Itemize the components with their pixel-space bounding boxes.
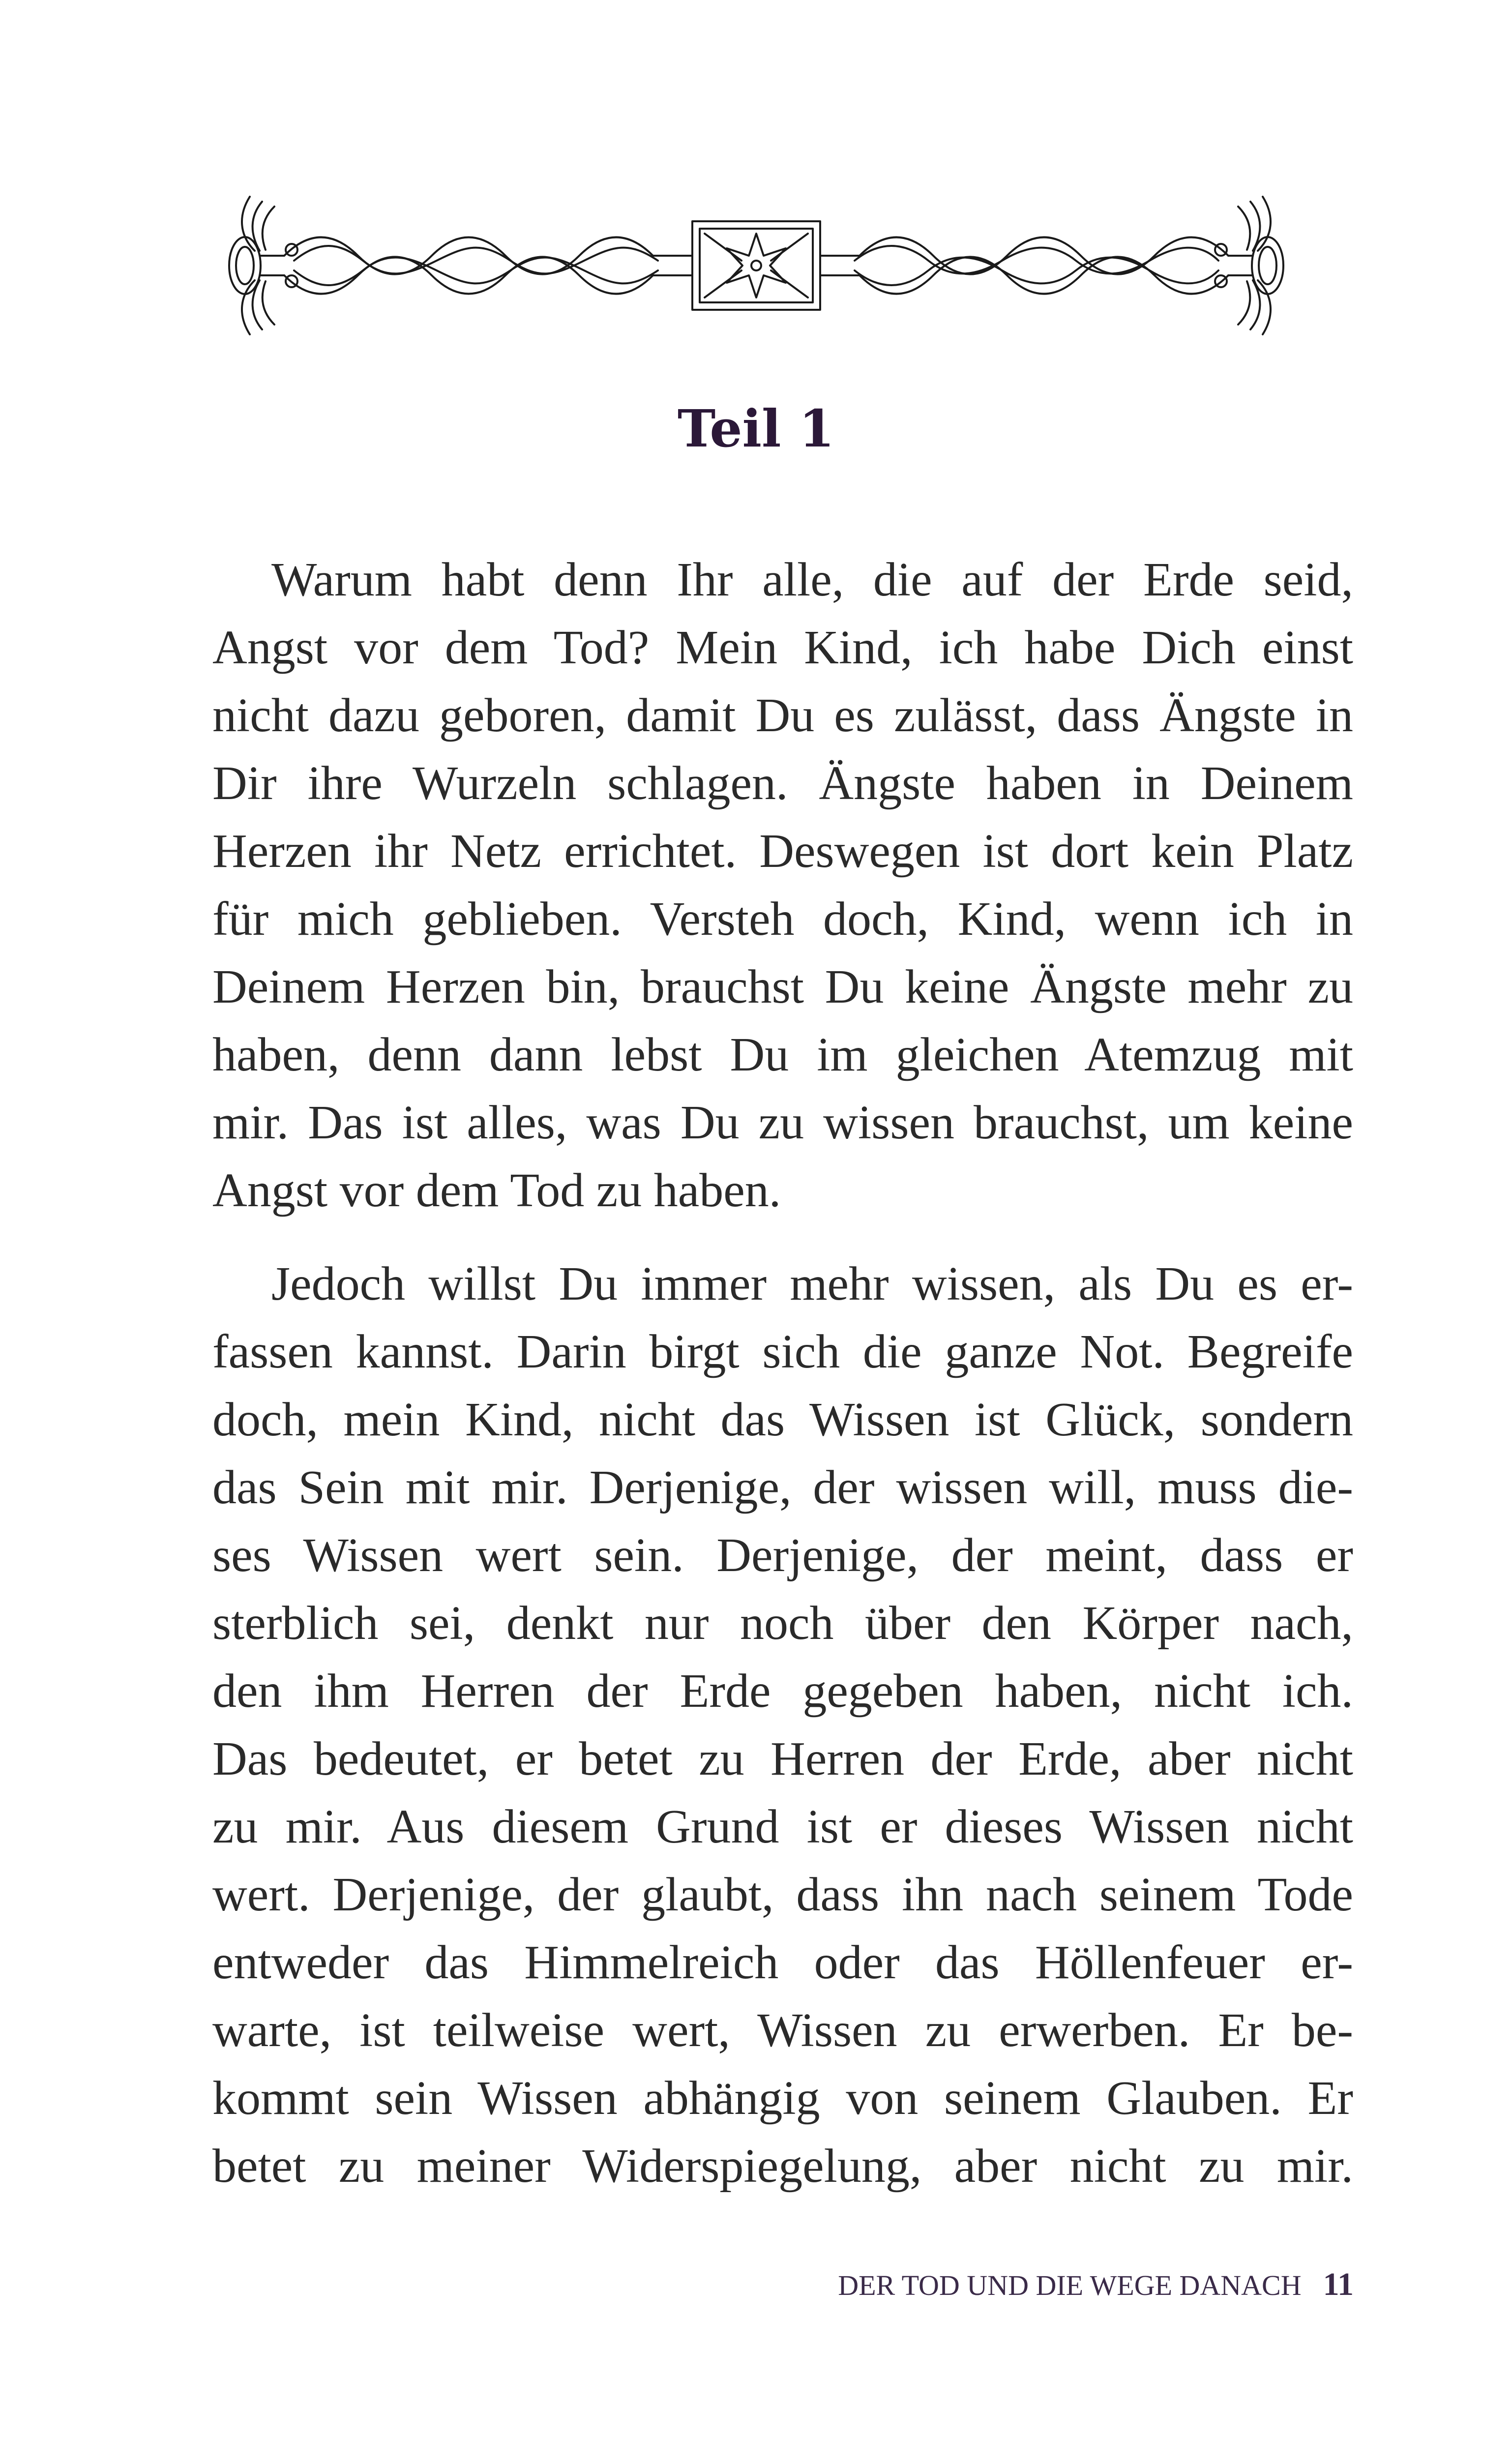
text-line: mir. Das ist alles, was Du zu wissen brauchst, um keine <box>212 1096 1353 1149</box>
text-line: wert. Derjenige, der glaubt, dass ihn nach seinem Tode <box>212 1868 1353 1921</box>
text-line: Dir ihre Wurzeln schlagen. Ängste haben in Deinem <box>212 757 1353 810</box>
page-footer <box>838 2266 1354 2303</box>
text-line: haben, denn dann lebst Du im gleichen Atemzug mit <box>212 1028 1353 1081</box>
text-line: Herzen ihr Netz errichtet. Deswegen ist dort kein Platz <box>212 825 1353 878</box>
left-staff-end-icon <box>229 237 284 294</box>
text-line: ses Wissen wert sein. Derjenige, der meint, dass er <box>212 1529 1353 1582</box>
chapter-title: Teil 1 <box>677 398 835 459</box>
left-serpents-icon <box>284 238 692 294</box>
paragraph-2 <box>212 1250 1353 2200</box>
text-line: fassen kannst. Darin birgt sich die ganze Not. Begreife <box>212 1325 1353 1378</box>
text-line: Angst vor dem Tod? Mein Kind, ich habe Dich einst <box>212 621 1353 674</box>
text-line: kommt sein Wissen abhängig von seinem Glauben. Er <box>212 2072 1353 2125</box>
text-line: Angst vor dem Tod zu haben. <box>212 1164 781 1217</box>
text-line: Deinem Herzen bin, brauchst Du keine Ängste mehr zu <box>212 960 1353 1013</box>
serpent-staff-ornament <box>220 187 1292 339</box>
left-wing-icon <box>242 197 274 334</box>
text-line: sterblich sei, denkt nur noch über den Körper nach, <box>212 1597 1353 1650</box>
text-line: warte, ist teilweise wert, Wissen zu erwerben. Er be- <box>212 2004 1353 2057</box>
text-line: Warum habt denn Ihr alle, die auf der Erde seid, <box>271 553 1353 606</box>
text-line: betet zu meiner Widerspiegelung, aber nicht zu mir. <box>212 2140 1353 2193</box>
text-line: entweder das Himmelreich oder das Höllenfeuer er- <box>212 1936 1353 1989</box>
star-emblem-icon <box>692 221 820 310</box>
text-line: den ihm Herren der Erde gegeben haben, nicht ich. <box>212 1665 1353 1718</box>
text-line: Das bedeutet, er betet zu Herren der Erde, aber nicht <box>212 1732 1353 1785</box>
text-line: das Sein mit mir. Derjenige, der wissen will, muss die- <box>212 1461 1353 1514</box>
text-line: nicht dazu geboren, damit Du es zulässt, dass Ängste in <box>212 689 1353 742</box>
right-serpents-icon <box>820 238 1228 294</box>
text-line: Jedoch willst Du immer mehr wissen, als Du es er- <box>271 1257 1353 1310</box>
page-number: 11 <box>1323 2266 1354 2302</box>
paragraph-1 <box>212 546 1353 1224</box>
text-line: für mich geblieben. Versteh doch, Kind, wenn ich in <box>212 892 1353 946</box>
text-line: zu mir. Aus diesem Grund ist er dieses Wissen nicht <box>212 1800 1353 1853</box>
running-title: DER TOD UND DIE WEGE DANACH <box>838 2269 1302 2301</box>
right-wing-icon <box>1238 197 1271 334</box>
text-line: doch, mein Kind, nicht das Wissen ist Glück, sondern <box>212 1393 1353 1446</box>
